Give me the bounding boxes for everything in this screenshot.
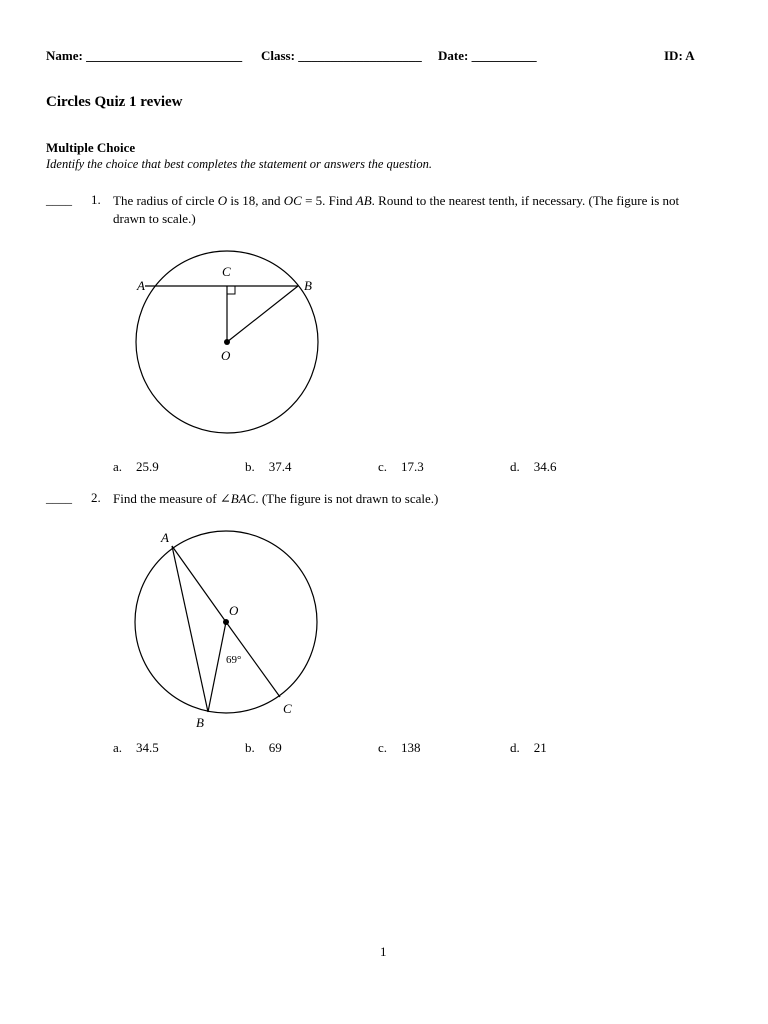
choice-value: 34.6 <box>533 459 557 474</box>
choice-value: 34.5 <box>136 740 159 755</box>
q2-text-part: Find the measure of <box>113 491 220 506</box>
label-b: B <box>196 715 204 730</box>
choice-value: 17.3 <box>401 459 424 474</box>
question-number-2: 2. <box>91 490 101 505</box>
label-c: C <box>222 264 231 279</box>
date-label: Date: <box>438 48 469 63</box>
choice-1b[interactable] <box>245 459 292 475</box>
label-b: B <box>304 278 312 293</box>
choice-letter: c. <box>378 459 388 474</box>
choice-2a[interactable] <box>113 740 159 756</box>
segment-ob <box>208 622 226 712</box>
label-c: C <box>283 701 292 716</box>
choice-1a[interactable] <box>113 459 159 475</box>
choice-2c[interactable] <box>378 740 421 756</box>
name-label: Name: <box>46 48 83 63</box>
answer-blank-2: ____ <box>46 490 72 505</box>
section-heading: Multiple Choice <box>46 140 136 155</box>
choice-value: 25.9 <box>136 459 159 474</box>
class-label: Class: <box>261 48 295 63</box>
angle-label: 69° <box>226 654 242 666</box>
id-label: ID: A <box>664 48 695 63</box>
section-instructions: Identify the choice that best completes the statement or answers the question. <box>46 157 433 171</box>
q1-text-part: The radius of circle <box>113 193 218 208</box>
choice-letter: c. <box>378 740 388 755</box>
choice-2b[interactable] <box>245 740 282 756</box>
choice-value: 138 <box>401 740 421 755</box>
choice-letter: d. <box>510 459 520 474</box>
label-o: O <box>229 603 239 618</box>
question-text-2 <box>113 490 438 508</box>
date-blank: __________ <box>471 48 537 63</box>
choice-letter: a. <box>113 740 123 755</box>
date-field <box>438 48 537 64</box>
choice-letter: a. <box>113 459 123 474</box>
label-o: O <box>221 348 231 363</box>
choice-value: 69 <box>268 740 282 755</box>
angle-symbol: ∠ <box>219 491 231 506</box>
page-number: 1 <box>380 944 387 959</box>
class-blank: ___________________ <box>298 48 422 63</box>
choice-letter: d. <box>510 740 520 755</box>
q1-text-line2: drawn to scale.) <box>113 211 196 226</box>
choice-letter: b. <box>245 740 255 755</box>
q1-var-ab: AB <box>355 193 372 208</box>
choice-value: 37.4 <box>268 459 292 474</box>
right-angle-mark <box>227 286 235 294</box>
question-text-1 <box>113 192 679 228</box>
q1-text-part: = 5. Find <box>301 193 356 208</box>
question-number-1: 1. <box>91 192 101 207</box>
choice-letter: b. <box>245 459 255 474</box>
q2-text-part: . (The figure is not drawn to scale.) <box>255 491 439 506</box>
name-blank: ________________________ <box>86 48 243 63</box>
class-field <box>261 48 422 64</box>
circle-figure-1 <box>128 248 328 448</box>
page-title: Circles Quiz 1 review <box>46 94 183 110</box>
center-point-o <box>224 339 230 345</box>
segment-ob <box>227 286 298 342</box>
q1-var-oc: OC <box>283 193 302 208</box>
q1-text-part: . Round to the nearest tenth, if necessary. (The figure is not <box>371 193 680 208</box>
choice-2d[interactable] <box>510 740 547 756</box>
label-a: A <box>161 530 169 545</box>
q2-var-bac: BAC <box>230 491 256 506</box>
choice-1d[interactable] <box>510 459 557 475</box>
q1-text-part: is 18, and <box>227 193 284 208</box>
q1-var-o: O <box>217 193 228 208</box>
label-a: A <box>137 278 145 293</box>
name-field <box>46 48 242 64</box>
choice-value: 21 <box>533 740 547 755</box>
answer-blank-1: ____ <box>46 192 72 207</box>
choice-1c[interactable] <box>378 459 424 475</box>
center-point-o <box>223 619 229 625</box>
circle-figure-2 <box>128 525 338 735</box>
